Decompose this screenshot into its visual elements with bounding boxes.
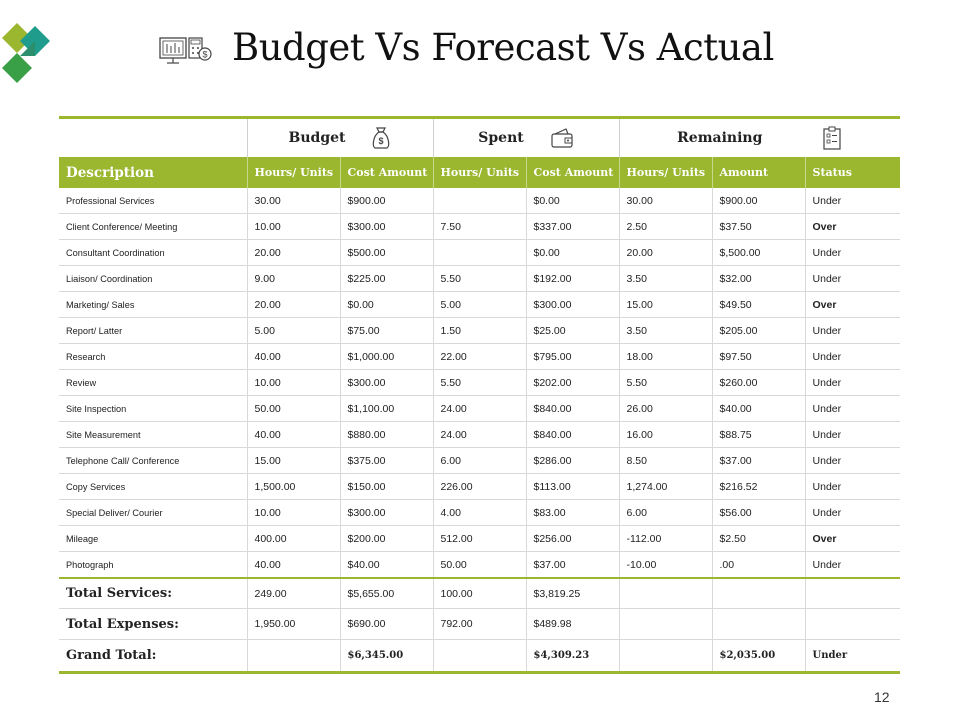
table-cell: 40.00 bbox=[247, 422, 340, 448]
table-cell: Telephone Call/ Conference bbox=[59, 448, 247, 474]
table-cell: Under bbox=[805, 318, 900, 344]
table-cell: Over bbox=[805, 292, 900, 318]
svg-text:$: $ bbox=[202, 49, 208, 60]
table-cell: 20.00 bbox=[247, 240, 340, 266]
table-cell: 1.50 bbox=[433, 318, 526, 344]
table-row bbox=[59, 396, 900, 422]
table-cell bbox=[619, 640, 712, 673]
table-cell: $88.75 bbox=[712, 422, 805, 448]
clipboard-checklist-icon bbox=[822, 126, 842, 150]
group-header-remaining bbox=[619, 118, 900, 158]
table-cell: $900.00 bbox=[340, 188, 433, 214]
table-cell: $300.00 bbox=[340, 214, 433, 240]
table-cell: -10.00 bbox=[619, 552, 712, 579]
column-header: Amount bbox=[712, 157, 805, 188]
svg-text:$: $ bbox=[378, 136, 384, 146]
table-cell: $37.00 bbox=[712, 448, 805, 474]
table-cell bbox=[433, 188, 526, 214]
table-cell: $3,819.25 bbox=[526, 578, 619, 609]
table-cell: 6.00 bbox=[433, 448, 526, 474]
table-cell: $880.00 bbox=[340, 422, 433, 448]
table-cell: $205.00 bbox=[712, 318, 805, 344]
table-cell: 20.00 bbox=[247, 292, 340, 318]
table-cell: 50.00 bbox=[247, 396, 340, 422]
table-cell: $489.98 bbox=[526, 609, 619, 640]
table-cell bbox=[712, 609, 805, 640]
table-cell: 10.00 bbox=[247, 500, 340, 526]
table-cell: Under bbox=[805, 422, 900, 448]
table-cell: $225.00 bbox=[340, 266, 433, 292]
group-label-budget: Budget bbox=[288, 130, 346, 146]
table-cell: 30.00 bbox=[247, 188, 340, 214]
table-cell: Photograph bbox=[59, 552, 247, 579]
table-cell: Under bbox=[805, 500, 900, 526]
table-row bbox=[59, 422, 900, 448]
table-cell: $5,655.00 bbox=[340, 578, 433, 609]
table-cell: $83.00 bbox=[526, 500, 619, 526]
table-row bbox=[59, 188, 900, 214]
table-cell: 3.50 bbox=[619, 318, 712, 344]
table-cell: $2.50 bbox=[712, 526, 805, 552]
table-cell bbox=[805, 609, 900, 640]
total-row bbox=[59, 578, 900, 609]
table-cell: 100.00 bbox=[433, 578, 526, 609]
table-cell: $795.00 bbox=[526, 344, 619, 370]
table-row bbox=[59, 266, 900, 292]
column-header: Cost Amount bbox=[340, 157, 433, 188]
table-cell: -112.00 bbox=[619, 526, 712, 552]
table-cell: 3.50 bbox=[619, 266, 712, 292]
table-cell: Marketing/ Sales bbox=[59, 292, 247, 318]
table-cell: $286.00 bbox=[526, 448, 619, 474]
group-label-spent: Spent bbox=[478, 130, 524, 146]
table-cell: .00 bbox=[712, 552, 805, 579]
table-row bbox=[59, 292, 900, 318]
group-header-row bbox=[59, 118, 900, 158]
table-cell: $337.00 bbox=[526, 214, 619, 240]
table-cell: Under bbox=[805, 188, 900, 214]
table-cell: Under bbox=[805, 552, 900, 579]
table-cell: 26.00 bbox=[619, 396, 712, 422]
table-cell: 9.00 bbox=[247, 266, 340, 292]
table-cell: 1,950.00 bbox=[247, 609, 340, 640]
table-cell: Under bbox=[805, 640, 900, 673]
table-cell: Client Conference/ Meeting bbox=[59, 214, 247, 240]
table-cell: $40.00 bbox=[340, 552, 433, 579]
table-row bbox=[59, 240, 900, 266]
table-cell: 5.50 bbox=[433, 370, 526, 396]
table-cell: 6.00 bbox=[619, 500, 712, 526]
table-cell: Consultant Coordination bbox=[59, 240, 247, 266]
table-cell: $0.00 bbox=[526, 240, 619, 266]
table-cell: 249.00 bbox=[247, 578, 340, 609]
table-cell: $192.00 bbox=[526, 266, 619, 292]
table-cell: 22.00 bbox=[433, 344, 526, 370]
column-header: Hours/ Units bbox=[433, 157, 526, 188]
table-cell: $900.00 bbox=[712, 188, 805, 214]
table-cell: 512.00 bbox=[433, 526, 526, 552]
table-cell bbox=[805, 578, 900, 609]
table-cell: 1,500.00 bbox=[247, 474, 340, 500]
table-cell: $1,100.00 bbox=[340, 396, 433, 422]
table-cell: 50.00 bbox=[433, 552, 526, 579]
table-row bbox=[59, 448, 900, 474]
table-cell bbox=[433, 240, 526, 266]
table-cell: Copy Services bbox=[59, 474, 247, 500]
table-cell: $25.00 bbox=[526, 318, 619, 344]
table-cell: Over bbox=[805, 214, 900, 240]
grand-total-row bbox=[59, 640, 900, 673]
column-header-row bbox=[59, 157, 900, 188]
table-row bbox=[59, 214, 900, 240]
table-cell: $840.00 bbox=[526, 422, 619, 448]
group-header-spent bbox=[433, 118, 619, 158]
table-cell: $260.00 bbox=[712, 370, 805, 396]
table-cell bbox=[712, 578, 805, 609]
table-cell: Under bbox=[805, 344, 900, 370]
table-cell: Mileage bbox=[59, 526, 247, 552]
table-row bbox=[59, 370, 900, 396]
table-cell: $40.00 bbox=[712, 396, 805, 422]
table-cell: 5.00 bbox=[247, 318, 340, 344]
table-cell: $300.00 bbox=[340, 500, 433, 526]
table-row bbox=[59, 552, 900, 579]
total-row bbox=[59, 609, 900, 640]
table-cell: $256.00 bbox=[526, 526, 619, 552]
table-cell: Research bbox=[59, 344, 247, 370]
table-cell: Under bbox=[805, 448, 900, 474]
column-header: Cost Amount bbox=[526, 157, 619, 188]
table-cell: Professional Services bbox=[59, 188, 247, 214]
table-cell: Under bbox=[805, 240, 900, 266]
table-cell: 226.00 bbox=[433, 474, 526, 500]
table-cell: $216.52 bbox=[712, 474, 805, 500]
table-cell: $0.00 bbox=[526, 188, 619, 214]
table-cell: 16.00 bbox=[619, 422, 712, 448]
table-cell: Total Services: bbox=[59, 578, 247, 609]
table-cell: $1,000.00 bbox=[340, 344, 433, 370]
table-cell: Site Measurement bbox=[59, 422, 247, 448]
table-cell: 400.00 bbox=[247, 526, 340, 552]
table-cell: Under bbox=[805, 474, 900, 500]
table-cell: $49.50 bbox=[712, 292, 805, 318]
table-cell: 15.00 bbox=[619, 292, 712, 318]
table-cell: Under bbox=[805, 396, 900, 422]
table-cell: 40.00 bbox=[247, 344, 340, 370]
table-cell: Special Deliver/ Courier bbox=[59, 500, 247, 526]
table-cell: Liaison/ Coordination bbox=[59, 266, 247, 292]
table-cell: 2.50 bbox=[619, 214, 712, 240]
table-cell: $56.00 bbox=[712, 500, 805, 526]
budget-table bbox=[59, 116, 900, 674]
table-cell: $6,345.00 bbox=[340, 640, 433, 673]
table-row bbox=[59, 318, 900, 344]
table-cell bbox=[619, 578, 712, 609]
table-cell: 7.50 bbox=[433, 214, 526, 240]
table-cell bbox=[433, 640, 526, 673]
table-cell: Review bbox=[59, 370, 247, 396]
table-cell: $202.00 bbox=[526, 370, 619, 396]
table-cell: $113.00 bbox=[526, 474, 619, 500]
table-cell: 24.00 bbox=[433, 422, 526, 448]
table-cell: 24.00 bbox=[433, 396, 526, 422]
table-cell: 18.00 bbox=[619, 344, 712, 370]
table-cell: $690.00 bbox=[340, 609, 433, 640]
table-cell: 40.00 bbox=[247, 552, 340, 579]
table-cell: 5.50 bbox=[619, 370, 712, 396]
table-row bbox=[59, 526, 900, 552]
table-cell: $4,309.23 bbox=[526, 640, 619, 673]
column-header: Description bbox=[59, 157, 247, 188]
table-cell: 4.00 bbox=[433, 500, 526, 526]
table-cell: $150.00 bbox=[340, 474, 433, 500]
table-cell bbox=[619, 609, 712, 640]
table-cell: 1,274.00 bbox=[619, 474, 712, 500]
group-header-empty bbox=[59, 118, 247, 158]
table-cell: Over bbox=[805, 526, 900, 552]
table-cell: Under bbox=[805, 370, 900, 396]
table-cell: Report/ Latter bbox=[59, 318, 247, 344]
table-cell: $2,035.00 bbox=[712, 640, 805, 673]
table-cell: 15.00 bbox=[247, 448, 340, 474]
table-cell: 792.00 bbox=[433, 609, 526, 640]
group-label-remaining: Remaining bbox=[677, 130, 763, 146]
column-header: Status bbox=[805, 157, 900, 188]
table-cell: $375.00 bbox=[340, 448, 433, 474]
table-cell bbox=[247, 640, 340, 673]
table-row bbox=[59, 344, 900, 370]
table-cell: Under bbox=[805, 266, 900, 292]
column-header: Hours/ Units bbox=[247, 157, 340, 188]
table-cell: Total Expenses: bbox=[59, 609, 247, 640]
group-header-budget bbox=[247, 118, 433, 158]
table-cell: $32.00 bbox=[712, 266, 805, 292]
table-cell: 20.00 bbox=[619, 240, 712, 266]
table-cell: $37.50 bbox=[712, 214, 805, 240]
table-cell: $0.00 bbox=[340, 292, 433, 318]
page-number: 12 bbox=[874, 689, 890, 705]
computer-finance-icon bbox=[158, 35, 214, 67]
budget-table-container bbox=[59, 116, 900, 674]
table-cell: 8.50 bbox=[619, 448, 712, 474]
table-cell: $500.00 bbox=[340, 240, 433, 266]
table-cell: $200.00 bbox=[340, 526, 433, 552]
table-cell: Grand Total: bbox=[59, 640, 247, 673]
table-cell: 5.00 bbox=[433, 292, 526, 318]
table-cell: $,500.00 bbox=[712, 240, 805, 266]
page-title: Budget Vs Forecast Vs Actual bbox=[232, 26, 774, 69]
table-cell: $300.00 bbox=[340, 370, 433, 396]
table-cell: $37.00 bbox=[526, 552, 619, 579]
table-row bbox=[59, 474, 900, 500]
table-body bbox=[59, 188, 900, 578]
table-cell: $840.00 bbox=[526, 396, 619, 422]
table-cell: $300.00 bbox=[526, 292, 619, 318]
table-cell: 30.00 bbox=[619, 188, 712, 214]
table-cell: 10.00 bbox=[247, 370, 340, 396]
table-cell: Site Inspection bbox=[59, 396, 247, 422]
table-cell: $75.00 bbox=[340, 318, 433, 344]
table-cell: 5.50 bbox=[433, 266, 526, 292]
logo-diamonds bbox=[0, 18, 56, 88]
column-header: Hours/ Units bbox=[619, 157, 712, 188]
totals-body bbox=[59, 578, 900, 640]
table-cell: 10.00 bbox=[247, 214, 340, 240]
money-bag-icon bbox=[371, 126, 391, 150]
table-cell: $97.50 bbox=[712, 344, 805, 370]
table-row bbox=[59, 500, 900, 526]
wallet-icon bbox=[550, 127, 574, 149]
